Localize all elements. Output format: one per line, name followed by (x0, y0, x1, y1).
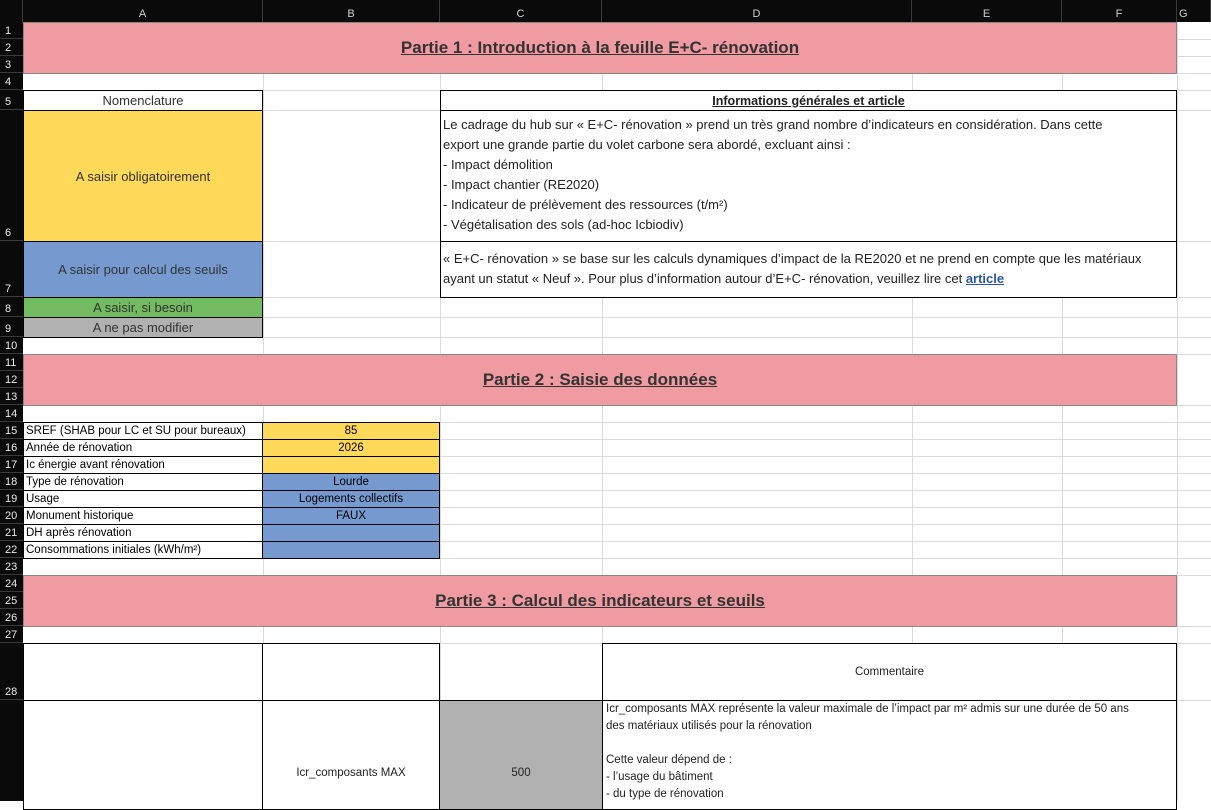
row-header-8[interactable] (0, 297, 23, 317)
row-header-5[interactable] (0, 90, 23, 110)
column-header-a[interactable]: A (23, 0, 263, 22)
select-all-corner[interactable] (0, 0, 23, 22)
row-number: 6 (5, 227, 12, 239)
info-line: ayant un statut « Neuf ». Pour plus d’information autour d’E+C- rénovation, veuillez lire cet (443, 271, 966, 286)
row-header-13[interactable] (0, 388, 23, 405)
info-line: « E+C- rénovation » se base sur les calculs dynamiques d’impact de la RE2020 et ne prend en compte que les matériaux (443, 251, 1142, 266)
comment-line: des matériaux utilisés pour la rénovation (606, 720, 812, 732)
row-header-4[interactable] (0, 73, 23, 90)
info-line: Le cadrage du hub sur « E+C- rénovation » prend un très grand nombre d’indicateurs en considération. Dans cette (443, 117, 1103, 132)
legend-threshold[interactable]: A saisir pour calcul des seuils (23, 241, 263, 298)
column-header-f[interactable]: F (1062, 0, 1177, 22)
monument-historique-input[interactable]: FAUX (262, 507, 440, 525)
row-header-19[interactable] (0, 490, 23, 507)
comment-line: Cette valeur dépend de : (606, 754, 732, 766)
column-header-g[interactable]: G (1177, 0, 1211, 22)
row-header-25[interactable] (0, 592, 23, 609)
row-header-27[interactable] (0, 626, 23, 643)
row-number: 9 (5, 323, 12, 335)
row-number: 15 (5, 425, 18, 437)
row-number: 2 (5, 42, 12, 54)
info-article-text[interactable] (440, 241, 1177, 298)
sref-input[interactable]: 85 (262, 422, 440, 440)
legend-readonly[interactable]: A ne pas modifier (23, 317, 263, 338)
nomenclature-header[interactable]: Nomenclature (23, 90, 263, 111)
dh-apres-input[interactable] (262, 524, 440, 542)
info-header-text: Informations générales et article (712, 93, 905, 108)
indicator-comment[interactable] (602, 700, 1177, 810)
row-header-23[interactable] (0, 558, 23, 575)
row-header-12[interactable] (0, 371, 23, 388)
row-number: 13 (5, 391, 18, 403)
indicator-label-cell[interactable] (262, 700, 440, 810)
part3-title: Partie 3 : Calcul des indicateurs et seuils (435, 591, 765, 610)
row-header-1[interactable] (0, 22, 23, 39)
part1-title: Partie 1 : Introduction à la feuille E+C- rénovation (400, 38, 800, 57)
info-line: - Indicateur de prélèvement des ressources (t/m²) (443, 197, 728, 212)
consommations-input[interactable] (262, 541, 440, 559)
usage-label: Usage (23, 490, 263, 508)
row-number: 16 (5, 442, 18, 454)
legend-mandatory[interactable]: A saisir obligatoirement (23, 110, 263, 242)
comment-line: - du type de rénovation (606, 788, 724, 800)
ic-energie-input[interactable] (262, 456, 440, 474)
row-header-18[interactable] (0, 473, 23, 490)
comment-header-text: Commentaire (854, 666, 925, 678)
row-header-20[interactable] (0, 507, 23, 524)
row-number: 4 (5, 76, 12, 88)
row-number: 10 (5, 340, 18, 352)
row-number: 8 (5, 303, 12, 315)
row-number: 21 (5, 527, 18, 539)
row-number: 22 (5, 544, 18, 556)
type-renovation-input[interactable]: Lourde (262, 473, 440, 491)
indicator-value-cell[interactable] (439, 700, 603, 810)
row-header-24[interactable] (0, 575, 23, 592)
row-header-26[interactable] (0, 609, 23, 626)
info-line: export une grande partie du volet carbone sera abordé, excluant ainsi : (443, 137, 851, 152)
row-number: 1 (5, 25, 12, 37)
column-header-c[interactable]: C (440, 0, 602, 22)
row-header-2[interactable] (0, 39, 23, 56)
gridline (1177, 22, 1178, 801)
row-header-6[interactable] (0, 110, 23, 241)
row-header-28[interactable] (0, 643, 23, 700)
row-number: 17 (5, 459, 18, 471)
row-number: 23 (5, 561, 18, 573)
row-number: 24 (5, 578, 18, 590)
column-header-b[interactable]: B (263, 0, 440, 22)
info-line: - Impact chantier (RE2020) (443, 177, 600, 192)
sref-label: SREF (SHAB pour LC et SU pour bureaux) (23, 422, 263, 440)
row-header-7[interactable] (0, 241, 23, 297)
type-renovation-label: Type de rénovation (23, 473, 263, 491)
row-header-22[interactable] (0, 541, 23, 558)
row-number: 12 (5, 374, 18, 386)
usage-input[interactable]: Logements collectifs (262, 490, 440, 508)
row-number: 19 (5, 493, 18, 505)
row-header-14[interactable] (0, 405, 23, 422)
part2-title: Partie 2 : Saisie des données (482, 370, 718, 389)
row-number: 26 (5, 612, 18, 624)
indicator-value: 500 (511, 767, 531, 779)
info-line: - Végétalisation des sols (ad-hoc Icbiodiv) (443, 217, 684, 232)
row-number: 28 (5, 686, 18, 698)
column-header-e[interactable]: E (912, 0, 1062, 22)
row-number: 18 (5, 476, 18, 488)
row-header-10[interactable] (0, 337, 23, 354)
annee-renovation-label: Année de rénovation (23, 439, 263, 457)
row-header-3[interactable] (0, 56, 23, 73)
row-number: 7 (5, 283, 12, 295)
row-number: 20 (5, 510, 18, 522)
info-header[interactable] (440, 90, 1177, 111)
row-header-29[interactable] (0, 700, 23, 801)
row-header-11[interactable] (0, 354, 23, 371)
row-header-21[interactable] (0, 524, 23, 541)
row-number: 25 (5, 595, 18, 607)
comment-line (606, 735, 1173, 752)
info-line: - Impact démolition (443, 157, 553, 172)
part3-empty-a29[interactable] (23, 700, 263, 810)
row-header-16[interactable] (0, 439, 23, 456)
ic-energie-label: Ic énergie avant rénovation (23, 456, 263, 474)
indicator-label: Icr_composants MAX (296, 767, 406, 779)
row-number: 5 (5, 96, 12, 108)
comment-header[interactable] (602, 643, 1177, 701)
row-number: 27 (5, 629, 18, 641)
comment-line: Icr_composants MAX représente la valeur maximale de l’impact par m² admis sur une durée de 50 ans (606, 703, 1129, 715)
part2-banner[interactable] (23, 354, 1177, 406)
annee-renovation-input[interactable]: 2026 (262, 439, 440, 457)
comment-line: - l’usage du bâtiment (606, 771, 713, 783)
part3-empty-b28[interactable] (262, 643, 440, 701)
row-header-15[interactable] (0, 422, 23, 439)
row-number: 14 (5, 408, 18, 420)
row-number: 3 (5, 59, 12, 71)
row-header-17[interactable] (0, 456, 23, 473)
dh-apres-label: DH après rénovation (23, 524, 263, 542)
consommations-label: Consommations initiales (kWh/m²) (23, 541, 263, 559)
part3-banner[interactable] (23, 575, 1177, 627)
column-header-d[interactable]: D (602, 0, 912, 22)
legend-optional[interactable]: A saisir, si besoin (23, 297, 263, 318)
row-header-9[interactable] (0, 317, 23, 337)
monument-historique-label: Monument historique (23, 507, 263, 525)
part3-empty-a28[interactable] (23, 643, 263, 701)
part1-banner[interactable] (23, 22, 1177, 74)
article-link[interactable]: article (965, 271, 1005, 286)
info-general-text[interactable] (440, 110, 1177, 242)
row-number: 11 (5, 357, 17, 369)
